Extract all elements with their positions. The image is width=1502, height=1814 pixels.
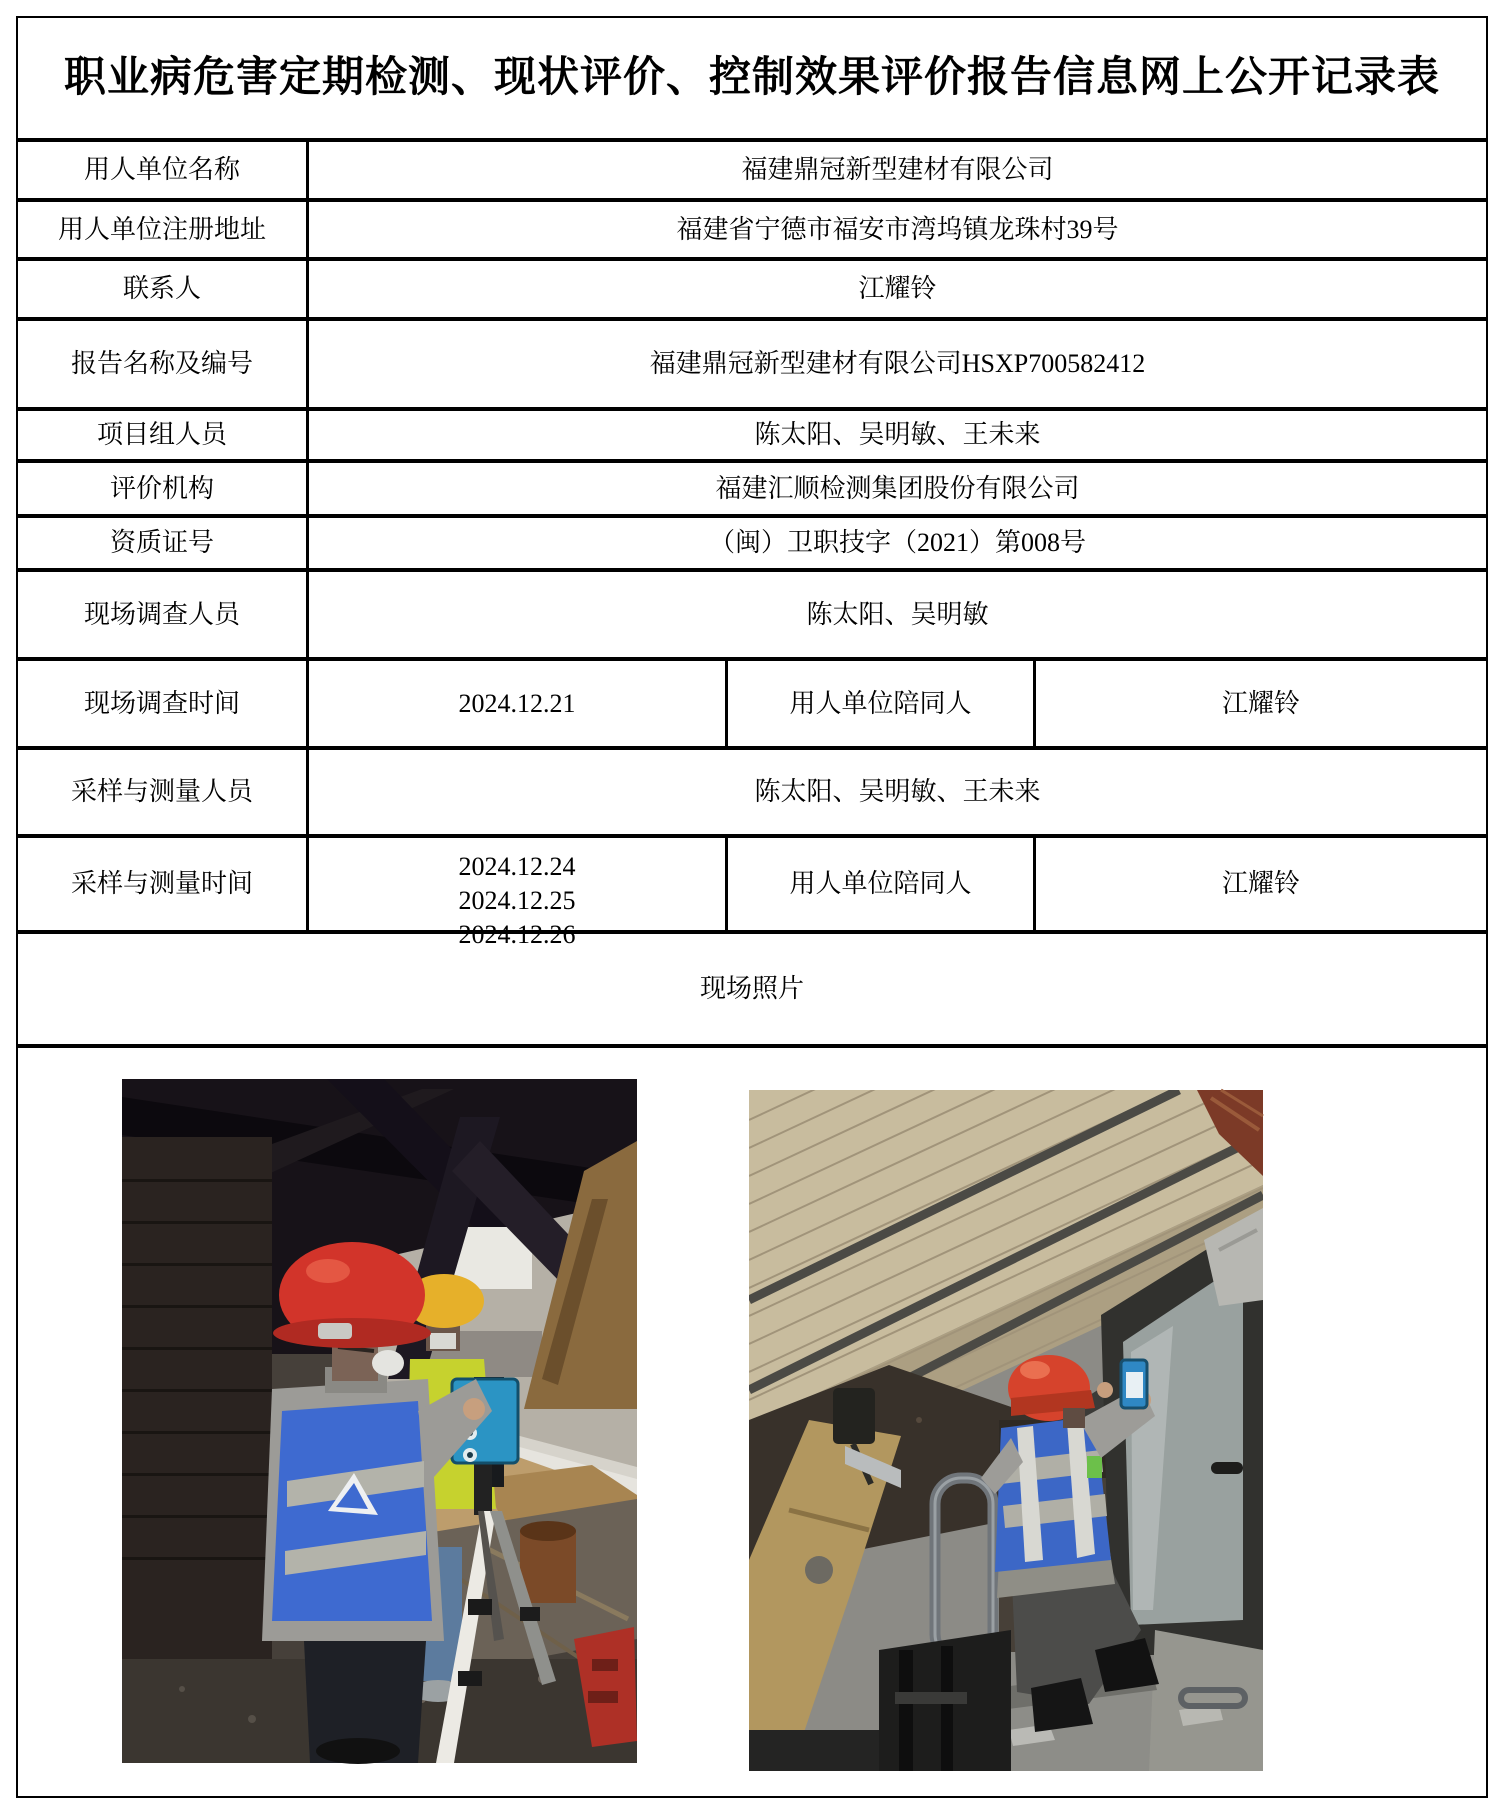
photos-header-label: 现场照片 [699, 974, 804, 1004]
value-qualification-number: （闽）卫职技字（2021）第008号 [708, 528, 1086, 558]
value-report-name-number: 福建鼎冠新型建材有限公司HSXP700582412 [649, 349, 1146, 379]
label-employer-name: 用人单位名称 [18, 142, 309, 198]
label-registered-address: 用人单位注册地址 [18, 202, 309, 257]
label-sampling-time: 采样与测量时间 [18, 838, 309, 930]
site-photo-right-image [749, 1090, 1263, 1771]
site-photo-left-image [122, 1079, 637, 1763]
table-row-report-name-number [18, 321, 1486, 411]
photos-area [18, 1048, 1486, 1796]
sampling-date-1: 2024.12.24 [458, 852, 576, 881]
label-qualification-number: 资质证号 [18, 518, 309, 568]
table-row-sampling-personnel [18, 750, 1486, 838]
label-sampling-escort: 用人单位陪同人 [728, 838, 1036, 930]
value-sampling-dates [309, 838, 728, 949]
value-project-team: 陈太阳、吴明敏、王未来 [754, 420, 1041, 450]
value-survey-escort: 江耀铃 [1221, 688, 1300, 718]
table-row-photos-header [18, 934, 1486, 1048]
table-row-evaluation-agency [18, 463, 1486, 518]
label-contact-person: 联系人 [18, 261, 309, 317]
value-sampling-escort: 江耀铃 [1221, 869, 1300, 899]
label-survey-escort: 用人单位陪同人 [728, 661, 1036, 746]
value-contact-person: 江耀铃 [858, 274, 937, 304]
value-sampling-personnel: 陈太阳、吴明敏、王未来 [754, 777, 1041, 807]
value-site-survey-personnel: 陈太阳、吴明敏 [806, 599, 989, 629]
site-photo-left [122, 1079, 637, 1763]
table-row-survey-time [18, 661, 1486, 750]
value-employer-name: 福建鼎冠新型建材有限公司 [741, 155, 1054, 185]
title-row [18, 18, 1486, 142]
site-photo-right [749, 1090, 1263, 1771]
label-survey-time: 现场调查时间 [18, 661, 309, 746]
table-row-employer-name [18, 142, 1486, 202]
page-title: 职业病危害定期检测、现状评价、控制效果评价报告信息网上公开记录表 [63, 54, 1440, 101]
table-row-registered-address [18, 202, 1486, 261]
table-row-contact-person [18, 261, 1486, 321]
label-report-name-number: 报告名称及编号 [18, 321, 309, 407]
value-survey-time: 2024.12.21 [309, 661, 728, 746]
label-evaluation-agency: 评价机构 [18, 463, 309, 514]
sampling-date-2: 2024.12.25 [458, 886, 576, 915]
table-row-qualification-number [18, 518, 1486, 572]
sampling-date-3: 2024.12.26 [458, 920, 576, 949]
label-sampling-personnel: 采样与测量人员 [18, 750, 309, 834]
record-table [16, 16, 1488, 1798]
table-row-sampling-time [18, 838, 1486, 949]
label-site-survey-personnel: 现场调查人员 [18, 572, 309, 657]
value-registered-address: 福建省宁德市福安市湾坞镇龙珠村39号 [676, 214, 1119, 244]
table-row-project-team [18, 411, 1486, 463]
value-evaluation-agency: 福建汇顺检测集团股份有限公司 [715, 473, 1080, 503]
table-row-site-survey-personnel [18, 572, 1486, 661]
label-project-team: 项目组人员 [18, 411, 309, 459]
